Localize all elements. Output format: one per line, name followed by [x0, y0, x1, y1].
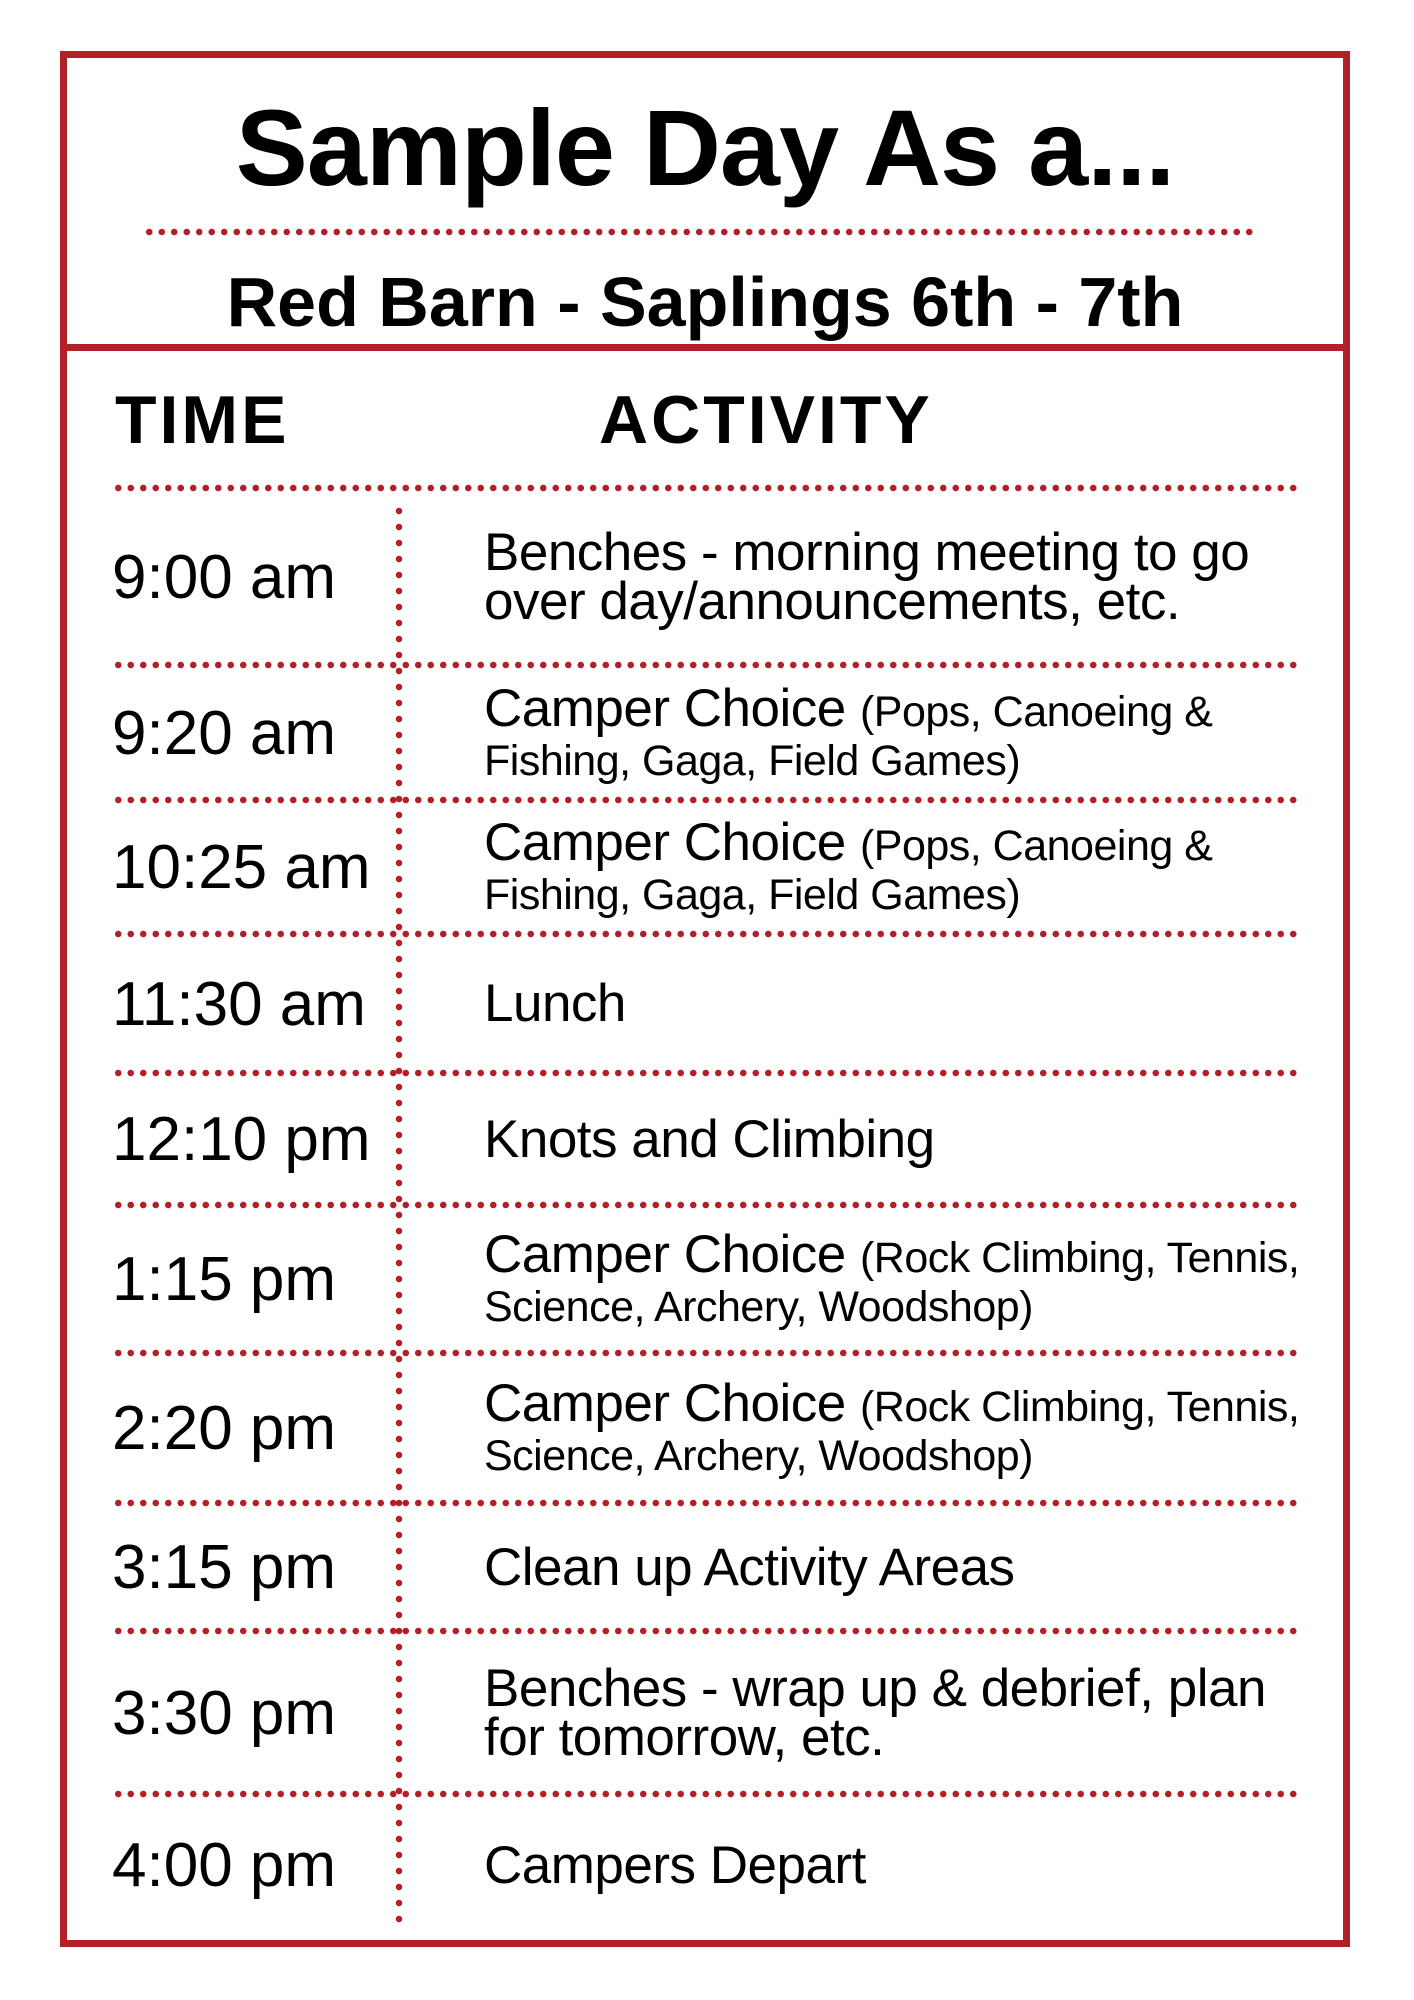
row-divider: [112, 1349, 1297, 1357]
page-title: Sample Day As a...: [235, 87, 1175, 208]
row-divider: [112, 930, 1297, 938]
row-time: 12:10 pm: [112, 1105, 371, 1174]
row-time: 10:25 am: [112, 833, 371, 902]
row-time: 4:00 pm: [112, 1831, 337, 1900]
row-divider: [112, 796, 1297, 804]
row-activity-cell: [484, 678, 1302, 785]
subtitle: Red Barn - Saplings 6th - 7th: [226, 263, 1184, 341]
row-activity: Benches - wrap up & debrief, plan for tomorrow, etc.: [484, 1658, 1266, 1767]
row-activity-detail: (Pops, Canoeing & Fishing, Gaga, Field Games): [484, 687, 1213, 785]
row-activity-cell: [484, 1658, 1302, 1767]
schedule-row: [112, 671, 1302, 796]
row-activity: Camper Choice: [484, 678, 846, 738]
row-divider: [112, 1201, 1297, 1209]
row-activity-cell: [484, 813, 1302, 919]
header-divider: [60, 344, 1350, 351]
schedule-row: [112, 1509, 1302, 1627]
row-time: 11:30 am: [112, 969, 366, 1039]
row-divider: [112, 1790, 1297, 1798]
schedule-row: [112, 494, 1302, 661]
schedule-row: [112, 1359, 1302, 1499]
schedule-row: [112, 1079, 1302, 1201]
row-divider: [112, 1069, 1297, 1077]
row-activity-cell: [484, 1109, 1302, 1169]
row-activity: Camper Choice: [484, 1225, 846, 1285]
row-activity-cell: [484, 974, 1302, 1034]
schedule-row: [112, 806, 1302, 930]
row-divider: [112, 1499, 1297, 1507]
column-divider: [395, 503, 403, 1930]
time-column-header: TIME: [115, 382, 290, 458]
row-activity: Knots and Climbing: [484, 1109, 935, 1169]
row-activity-detail: (Pops, Canoeing & Fishing, Gaga, Field Games): [484, 822, 1213, 919]
row-time: 3:15 pm: [112, 1533, 337, 1602]
row-activity-cell: [484, 1835, 1302, 1895]
row-divider: [112, 484, 1297, 492]
row-activity-cell: [484, 1537, 1302, 1597]
row-activity-detail: (Rock Climbing, Tennis, Science, Archery, Woodshop): [484, 1383, 1300, 1480]
row-activity-detail: (Rock Climbing, Tennis, Science, Archery, Woodshop): [484, 1234, 1300, 1331]
schedule-row: [112, 1637, 1302, 1790]
row-activity: Clean up Activity Areas: [484, 1537, 1015, 1597]
row-divider: [112, 1627, 1297, 1635]
row-divider: [112, 661, 1297, 669]
schedule-row: [112, 1211, 1302, 1349]
schedule-row: [112, 1800, 1302, 1932]
row-time: 2:20 pm: [112, 1394, 337, 1463]
row-time: 1:15 pm: [112, 1245, 337, 1314]
row-time: 3:30 pm: [112, 1678, 337, 1748]
row-activity: Campers Depart: [484, 1835, 866, 1895]
schedule-row: [112, 940, 1302, 1069]
row-activity-cell: [484, 1374, 1302, 1480]
row-time: 9:00 am: [112, 542, 337, 612]
row-activity-cell: [484, 522, 1302, 631]
activity-column-header: ACTIVITY: [599, 382, 933, 458]
title-divider: [143, 228, 1258, 236]
row-activity: Camper Choice: [484, 813, 846, 873]
row-activity-cell: [484, 1225, 1302, 1331]
row-activity: Lunch: [484, 974, 626, 1034]
row-time: 9:20 am: [112, 698, 337, 768]
row-activity: Camper Choice: [484, 1374, 846, 1434]
row-activity: Benches - morning meeting to go over day/announcements, etc.: [484, 522, 1250, 631]
